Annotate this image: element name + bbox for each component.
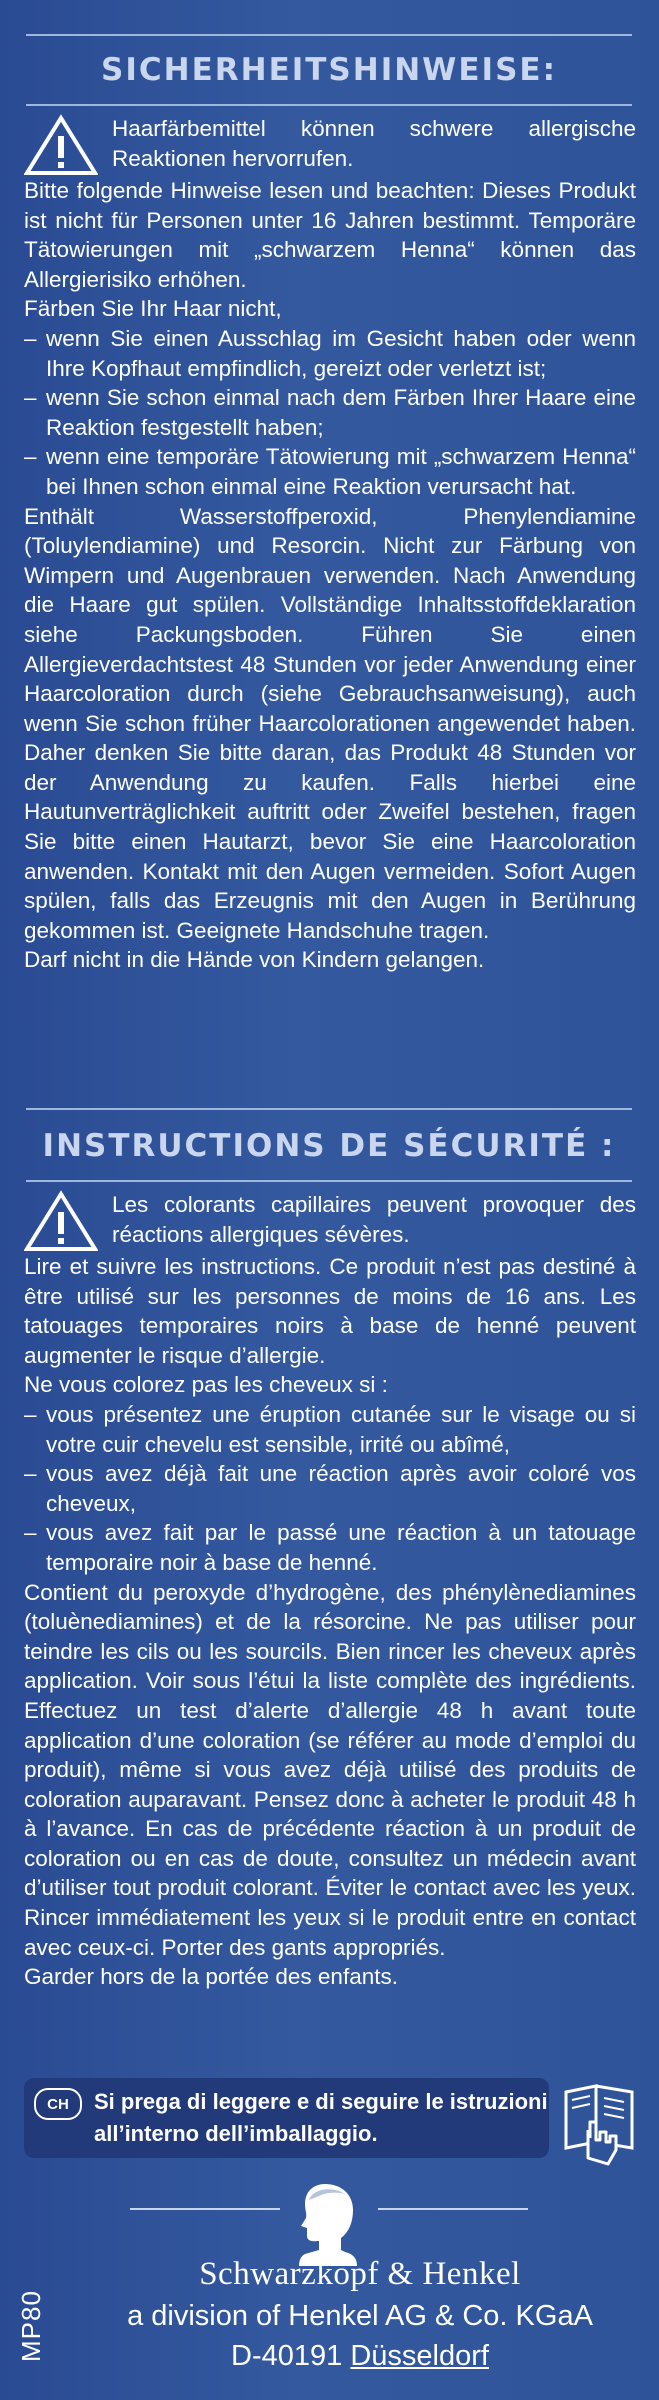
list-item: – wenn Sie einen Ausschlag im Gesicht haben oder wenn Ihre Kopfhaut empfindlich, gereizt oder verletzt ist; [24,325,636,381]
brand-division: a division of Henkel AG & Co. KGaA [127,2300,593,2332]
brand-name: Schwarzkopf & Henkel [199,2256,521,2292]
warning-text-fr: Les colorants capillaires peuvent provoquer des réactions allergiques sévères. [112,1192,636,1247]
warning-text-de: Haarfärbemittel können schwere allergische Reaktionen hervorrufen. [112,116,636,171]
heading-de: SICHERHEITSHINWEISE: [101,52,557,88]
dont-dye-fr: Ne vous colorez pas les cheveux si : [24,1372,388,1398]
dont-dye-de: Färben Sie Ihr Haar nicht, [24,296,282,322]
brand-divider-right [378,2208,528,2210]
heading-de-divider [26,104,632,106]
heading-fr: INSTRUCTIONS DE SÉCURITÉ : [42,1128,616,1164]
heading-fr-divider [26,1180,632,1182]
ch-notice-banner [24,2078,549,2158]
section-de [24,114,636,975]
body-de: Enthält Wasserstoffperoxid, Phenylendiamine (Toluylendiamine) und Resorcin. Nicht zur Färbung von Wimpern und Augenbrauen verwenden. Nach Anwendung die Haare gut spülen. Vollständige Inhaltsstoffdeklaration siehe Packungsboden. Führen Sie einen Allergieverdachtstest 48 Stunden vor jeder Anwendung einer Haarcoloration durch (siehe Gebrauchsanweisung), auch wenn Sie schon früher Haarcolorationen angewendet haben. Daher denken Sie bitte daran, das Produkt 48 Stunden vor der Anwendung zu kaufen. Falls hierbei eine Hautunverträglichkeit auftritt oder Zweifel bestehen, fragen Sie bitte einen Hautarzt, bevor Sie eine Haarcoloration anwenden. Kontakt mit den Augen vermeiden. Sofort Augen spülen, falls das Erzeugnis mit den Augen in Berührung gekommen ist. Geeignete Handschuhe tragen. [24,503,636,943]
ch-notice-text: Si prega di leggere e di seguire le istruzioni all’interno dell’imballaggio. [94,2089,548,2146]
intro-fr: Lire et suivre les instructions. Ce produit n’est pas destiné à être utilisé sur les personnes de moins de 16 ans. Les tatouages temporaires noirs à base de henné peuvent augmenter le risque d’allergie. [24,1254,636,1368]
warning-row-fr [24,1190,636,1252]
top-divider [26,34,632,36]
profile-silhouette-logo [295,2178,361,2268]
intro-de: Bitte folgende Hinweise lesen und beachten: Dieses Produkt ist nicht für Personen unter 16 Jahren bestimmt. Temporäre Tätowierungen mit „schwarzem Henna“ können das Allergierisiko erhöhen. [24,178,636,292]
list-item: – vous avez fait par le passé une réaction à un tatouage temporaire noir à base de henné. [24,1520,636,1575]
instruction-leaflet-icon [560,2082,638,2166]
list-item: – wenn eine temporäre Tätowierung mit „schwarzem Henna“ bei Ihnen schon einmal eine Reaktion verursacht hat. [24,444,636,499]
brand-postcode: D-40191 [231,2340,343,2372]
children-fr: Garder hors de la portée des enfants. [24,1964,398,1990]
list-item: – vous avez déjà fait une réaction après avoir coloré vos cheveux, [24,1461,636,1516]
list-item: – vous présentez une éruption cutanée sur le visage ou si votre cuir chevelu est sensible, irrité ou abîmé, [24,1401,636,1457]
children-de: Darf nicht in die Hände von Kindern gelangen. [24,947,485,973]
section-fr [24,1190,636,1992]
warning-triangle-icon [24,1190,98,1252]
ch-badge: CH [34,2088,82,2120]
product-code: MP80 [16,2290,46,2362]
body-fr: Contient du peroxyde d’hydrogène, des phénylènediamines (toluènediamines) et de la résorcine. Ne pas utiliser pour teindre les cils ou les sourcils. Bien rincer les cheveux après application. Voir sous l’étui la liste complète des ingrédients. Effectuez un test d’alerte d’allergie 48 h avant toute application d’une coloration (se référer au mode d’emploi du produit), même si vous avez déjà utilisé des produits de coloration auparavant. Pensez donc à acheter le produit 48 h à l’avance. En cas de précédente réaction à un produit de coloration ou en cas de doute, consultez un médecin avant d’utiliser tout produit colorant. Éviter le contact avec les yeux. Rincer immédiatement les yeux si le produit entre en contact avec ceux-ci. Porter des gants appropriés. [24,1579,636,1960]
brand-city: Düsseldorf [350,2340,489,2372]
list-item: – wenn Sie schon einmal nach dem Färben Ihrer Haare eine Reaktion festgestellt haben; [24,385,636,440]
brand-divider-left [130,2208,280,2210]
warning-triangle-icon [24,114,98,176]
brand-address [80,2340,640,2373]
heading-fr-top-divider [26,1108,632,1110]
warning-row-de [24,114,636,176]
